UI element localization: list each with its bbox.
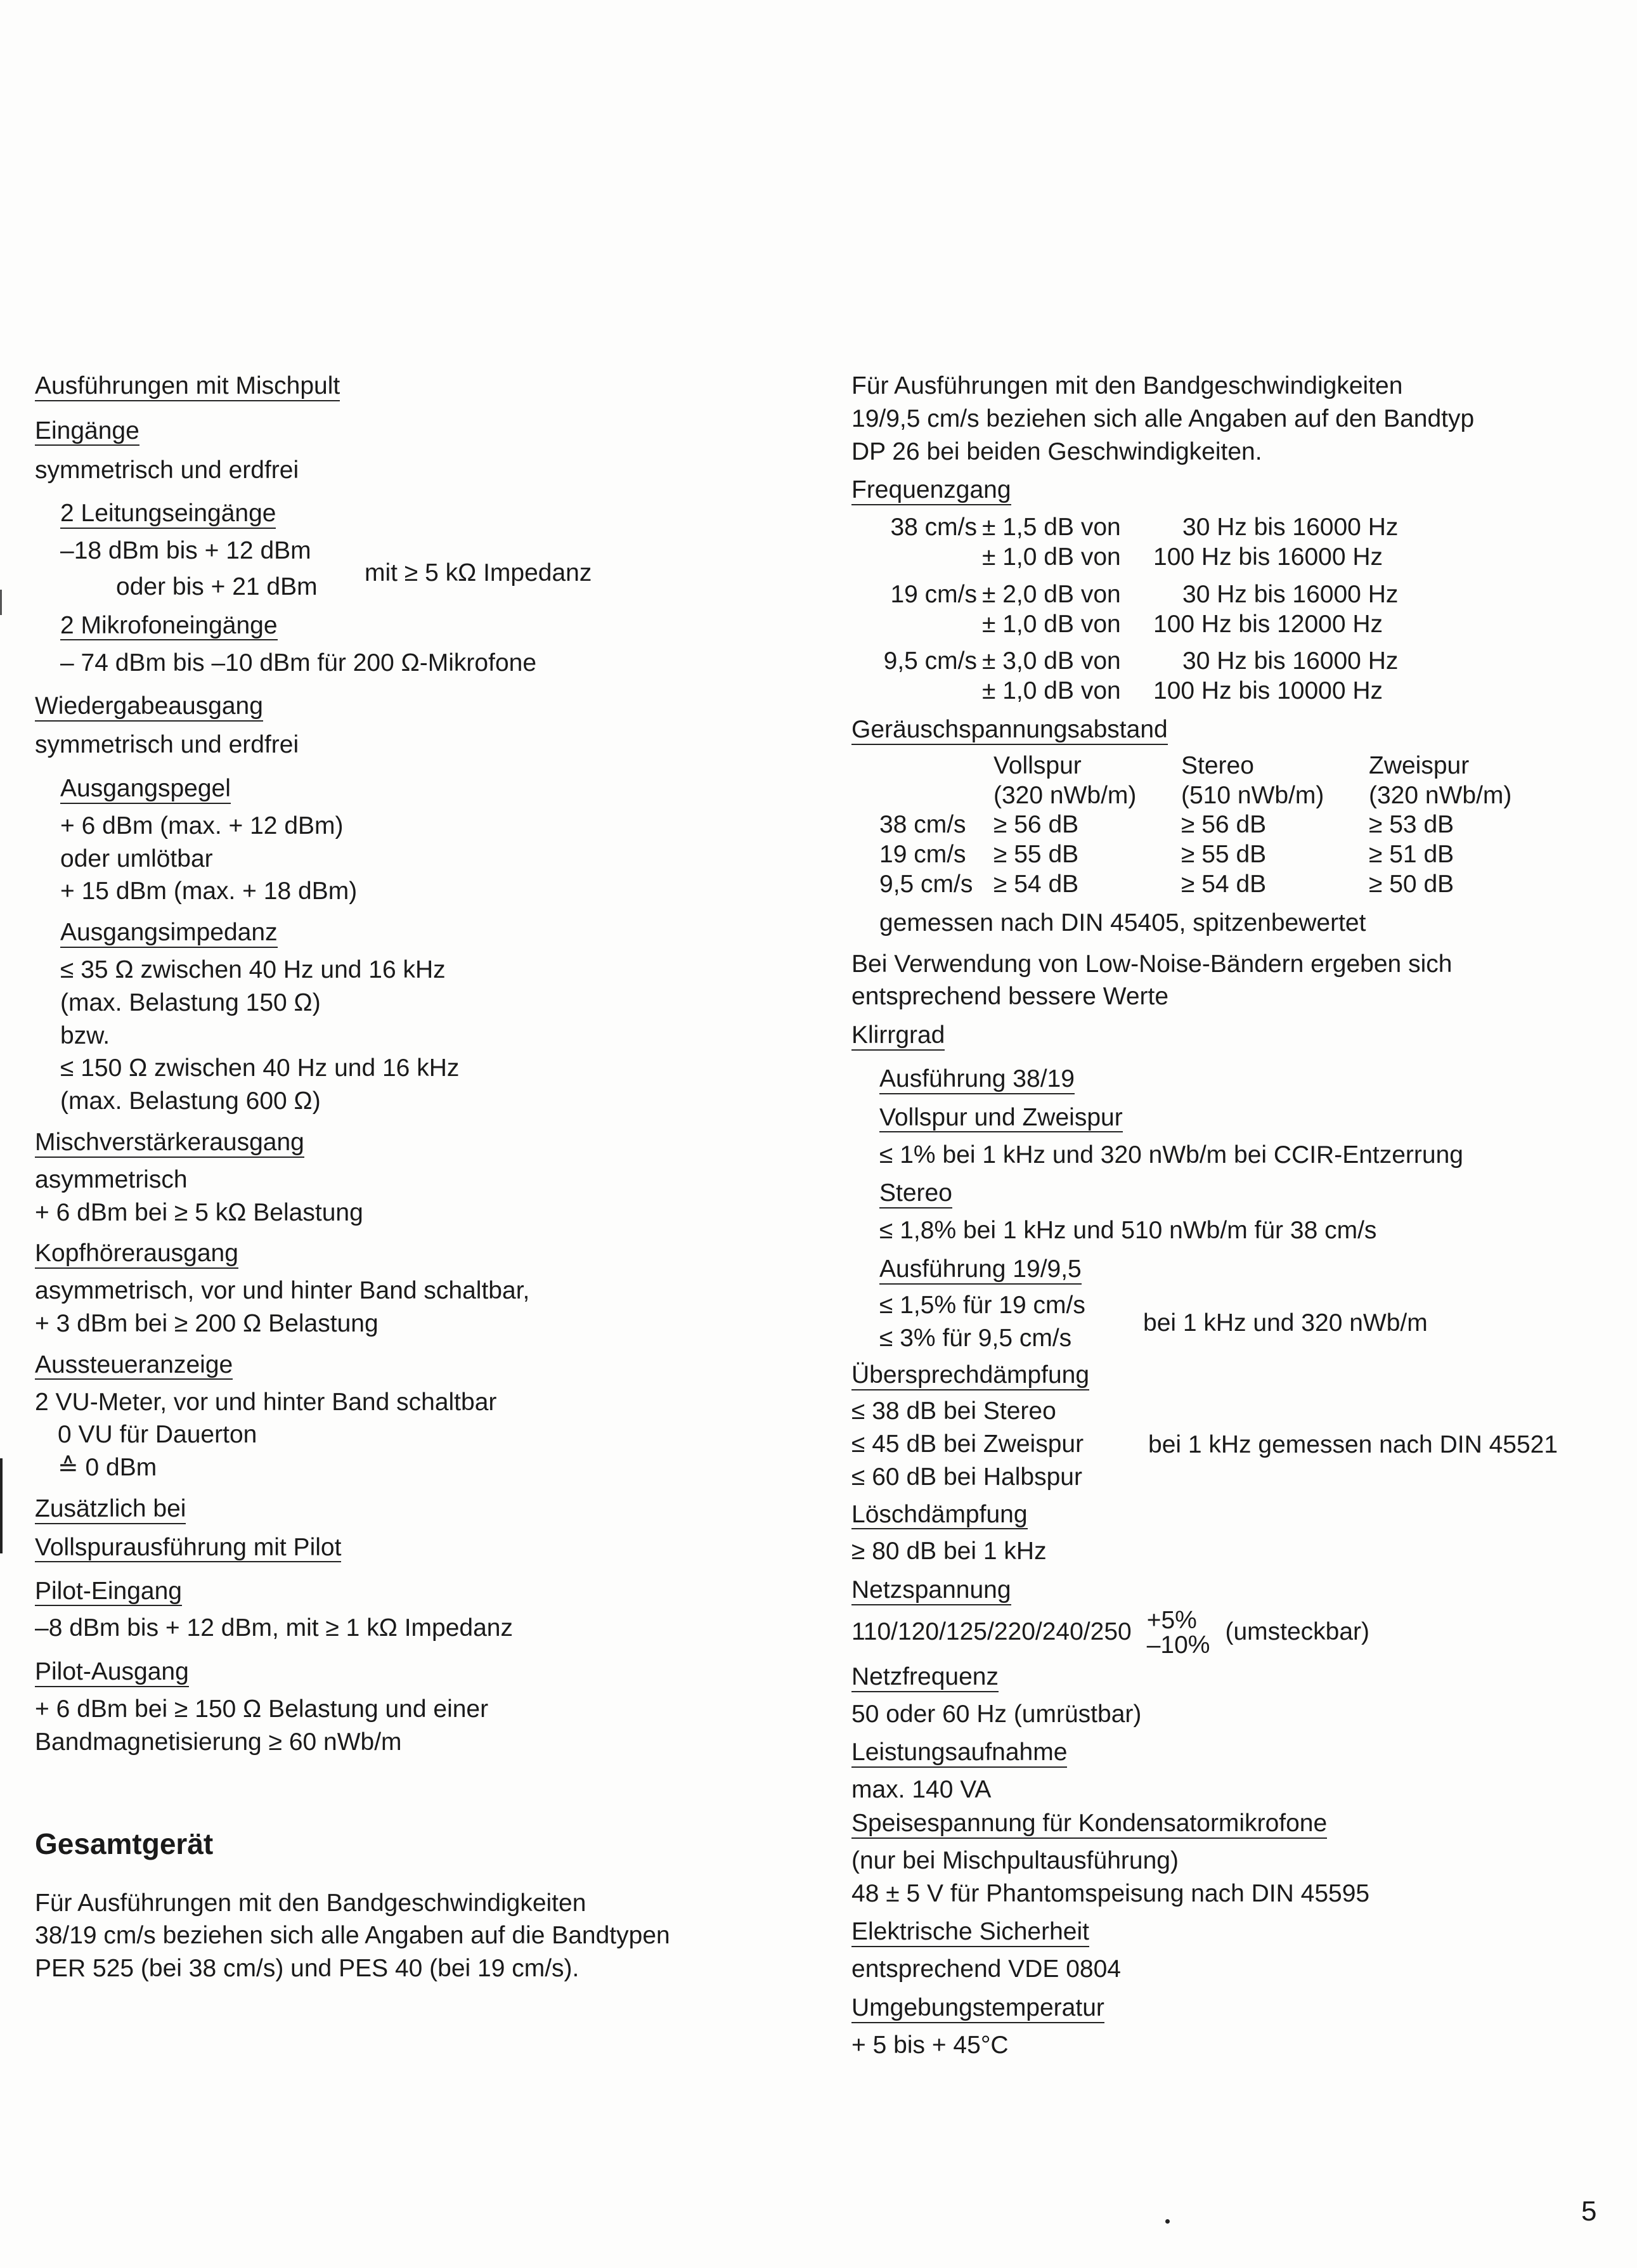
- geraeusch-value: ≥ 50 dB: [1369, 870, 1454, 898]
- geraeusch-speed: 9,5 cm/s: [879, 870, 973, 898]
- lownoise-line-2: entsprechend bessere Werte: [851, 983, 1169, 1011]
- frequenz-row: [874, 513, 1398, 543]
- klirr-title: Klirrgrad: [851, 1021, 945, 1051]
- misch-line-1: asymmetrisch: [35, 1165, 188, 1193]
- loesch-title: Löschdämpfung: [851, 1501, 1028, 1530]
- geraeusch-value: ≥ 51 dB: [1369, 841, 1454, 869]
- geraeusch-row: [879, 840, 1511, 870]
- gesamt-line-1: Für Ausführungen mit den Bandgeschwindigkeiten: [35, 1889, 586, 1917]
- klirr-vollspur-title: Vollspur und Zweispur: [879, 1104, 1123, 1133]
- leistung-line-1: max. 140 VA: [851, 1776, 992, 1804]
- mikro-line-1: – 74 dBm bis –10 dBm für 200 Ω-Mikrofone: [60, 649, 537, 677]
- gesamt-line-2: 38/19 cm/s beziehen sich alle Angaben auf die Bandtypen: [35, 1922, 670, 1950]
- zusatz-title-1: Zusätzlich bei: [35, 1495, 186, 1524]
- geraeusch-value: ≥ 53 dB: [1369, 811, 1454, 839]
- kopf-title: Kopfhörerausgang: [35, 1240, 238, 1269]
- geraeusch-row: [879, 810, 1511, 840]
- frequenz-range: 30 Hz bis 16000 Hz: [1182, 647, 1399, 675]
- gesamt-line-3: PER 525 (bei 38 cm/s) und PES 40 (bei 19 cm/s).: [35, 1955, 579, 1983]
- frequenz-row: [874, 639, 1398, 677]
- geraeusch-subheader-row: [879, 781, 1511, 811]
- frequenz-tolerance: ± 1,0 dB von: [982, 677, 1121, 705]
- left-column: [35, 372, 808, 1984]
- sicherheit-title: Elektrische Sicherheit: [851, 1918, 1089, 1947]
- pilot-eingang-title: Pilot-Eingang: [35, 1578, 182, 1607]
- netzspannung-tol-minus: –10%: [1146, 1631, 1210, 1659]
- frequenz-range: 100 Hz bis 10000 Hz: [1153, 677, 1383, 705]
- scan-mark: [0, 590, 2, 615]
- zusatz-title-2: Vollspurausführung mit Pilot: [35, 1534, 341, 1563]
- klirr-stereo-line: ≤ 1,8% bei 1 kHz und 510 nWb/m für 38 cm/s: [879, 1217, 1377, 1245]
- eingaenge-sub: symmetrisch und erdfrei: [35, 456, 299, 484]
- frequenz-tolerance: ± 1,5 dB von: [982, 514, 1121, 541]
- page-number: 5: [1581, 2196, 1597, 2227]
- sicherheit-line-1: entsprechend VDE 0804: [851, 1955, 1121, 1983]
- pilot-ausgang-title: Pilot-Ausgang: [35, 1658, 189, 1687]
- impedanz-line-2: (max. Belastung 150 Ω): [60, 988, 321, 1016]
- right-column: [851, 372, 1625, 2061]
- speise-line-1: (nur bei Mischpultausführung): [851, 1846, 1179, 1874]
- frequenz-speed: [874, 610, 982, 640]
- frequenz-row: [874, 677, 1398, 706]
- geraeusch-subheader: (510 nWb/m): [1181, 781, 1324, 809]
- frequenz-speed: 9,5 cm/s: [883, 647, 977, 675]
- frequenz-title: Frequenzgang: [851, 476, 1011, 505]
- umgebung-title: Umgebungstemperatur: [851, 1994, 1104, 2023]
- uebersprech-values: [851, 1397, 1625, 1492]
- aussteuer-title: Aussteueranzeige: [35, 1351, 233, 1380]
- intro-line-3: DP 26 bei beiden Geschwindigkeiten.: [851, 437, 1262, 465]
- leitung-line-1: –18 dBm bis + 12 dBm: [60, 537, 311, 565]
- leitung-title: 2 Leitungseingänge: [60, 500, 276, 529]
- netzspannung-values: [851, 1608, 1625, 1657]
- netzspannung-tol-plus: +5%: [1146, 1606, 1197, 1634]
- klirr-ausfuehrung-1-title: Ausführung 38/19: [879, 1065, 1075, 1094]
- frequenz-table: [874, 513, 1398, 706]
- geraeusch-value: ≥ 56 dB: [1181, 811, 1267, 839]
- klirr-ausfuehrung-2-line-1: ≤ 1,5% für 19 cm/s: [879, 1291, 1085, 1319]
- aussteuer-line-3: ≙ 0 dBm: [58, 1454, 157, 1482]
- frequenz-row: [874, 543, 1398, 573]
- geraeusch-value: ≥ 56 dB: [993, 811, 1079, 839]
- frequenz-tolerance: ± 1,0 dB von: [982, 543, 1121, 571]
- geraeusch-value: ≥ 54 dB: [993, 870, 1079, 898]
- intro-line-2: 19/9,5 cm/s beziehen sich alle Angaben auf den Bandtyp: [851, 405, 1475, 432]
- geraeusch-header: Zweispur: [1369, 751, 1470, 779]
- klirr-ausfuehrung-1-line: ≤ 1% bei 1 kHz und 320 nWb/m bei CCIR-Entzerrung: [879, 1141, 1463, 1169]
- pegel-line-3: + 15 dBm (max. + 18 dBm): [60, 878, 358, 905]
- misch-line-2: + 6 dBm bei ≥ 5 kΩ Belastung: [35, 1198, 363, 1226]
- pegel-title: Ausgangspegel: [60, 775, 231, 804]
- aussteuer-line-2: 0 VU für Dauerton: [58, 1421, 257, 1449]
- netzspannung-line: 110/120/125/220/240/250: [851, 1618, 1132, 1646]
- kopf-line-2: + 3 dBm bei ≥ 200 Ω Belastung: [35, 1309, 379, 1337]
- geraeusch-row: [879, 870, 1511, 900]
- uebersprech-line-1: ≤ 38 dB bei Stereo: [851, 1397, 1056, 1425]
- frequenz-row: [874, 610, 1398, 640]
- section-heading-mischpult: Ausführungen mit Mischpult: [35, 372, 340, 401]
- impedanz-line-3: bzw.: [60, 1021, 110, 1049]
- geraeusch-speed: 19 cm/s: [879, 841, 966, 869]
- leitung-values: [35, 536, 808, 602]
- frequenz-row: [874, 573, 1398, 610]
- frequenz-range: 100 Hz bis 16000 Hz: [1153, 543, 1383, 571]
- umgebung-line-1: + 5 bis + 45°C: [851, 2031, 1009, 2059]
- uebersprech-line-3: ≤ 60 dB bei Halbspur: [851, 1463, 1082, 1491]
- netzspannung-tolerance: [1147, 1608, 1210, 1657]
- impedanz-title: Ausgangsimpedanz: [60, 919, 278, 948]
- klirr-ausfuehrung-2-line-2: ≤ 3% für 9,5 cm/s: [879, 1324, 1072, 1352]
- gesamt-heading: Gesamtgerät: [35, 1827, 214, 1861]
- leitung-line-2: oder bis + 21 dBm: [116, 573, 318, 600]
- speise-line-2: 48 ± 5 V für Phantomspeisung nach DIN 45595: [851, 1879, 1370, 1907]
- geraeusch-header: Vollspur: [993, 751, 1082, 779]
- geraeusch-subheader: (320 nWb/m): [1369, 781, 1512, 809]
- pilot-ausgang-line-1: + 6 dBm bei ≥ 150 Ω Belastung und einer: [35, 1695, 489, 1723]
- geraeusch-speed: 38 cm/s: [879, 811, 966, 839]
- wiedergabe-title: Wiedergabeausgang: [35, 692, 263, 722]
- geraeusch-value: ≥ 55 dB: [993, 841, 1079, 869]
- frequenz-speed: 38 cm/s: [890, 514, 977, 541]
- aussteuer-line-1: 2 VU-Meter, vor und hinter Band schaltbar: [35, 1388, 497, 1416]
- geraeusch-value: ≥ 54 dB: [1181, 870, 1267, 898]
- pegel-line-2: oder umlötbar: [60, 845, 213, 872]
- uebersprech-line-2: ≤ 45 dB bei Zweispur: [851, 1430, 1084, 1458]
- klirr-stereo-title: Stereo: [879, 1179, 952, 1209]
- netzspannung-side: (umsteckbar): [1225, 1618, 1369, 1646]
- scan-mark: [1165, 2219, 1170, 2224]
- geraeusch-header: Stereo: [1181, 751, 1254, 779]
- eingaenge-title: Eingänge: [35, 417, 139, 446]
- frequenz-tolerance: ± 1,0 dB von: [982, 610, 1121, 638]
- pilot-eingang-line-1: –8 dBm bis + 12 dBm, mit ≥ 1 kΩ Impedanz: [35, 1614, 513, 1642]
- intro-line-1: Für Ausführungen mit den Bandgeschwindigkeiten: [851, 372, 1403, 399]
- geraeusch-header-row: [879, 751, 1511, 781]
- netzspannung-title: Netzspannung: [851, 1576, 1011, 1605]
- netzfrequenz-line-1: 50 oder 60 Hz (umrüstbar): [851, 1700, 1142, 1728]
- frequenz-speed: [874, 677, 982, 706]
- leitung-impedance: mit ≥ 5 kΩ Impedanz: [365, 559, 592, 586]
- frequenz-speed: [874, 543, 982, 573]
- frequenz-range: 30 Hz bis 16000 Hz: [1182, 580, 1399, 608]
- loesch-line-1: ≥ 80 dB bei 1 kHz: [851, 1538, 1047, 1565]
- frequenz-tolerance: ± 3,0 dB von: [982, 647, 1121, 675]
- geraeusch-value: ≥ 55 dB: [1181, 841, 1267, 869]
- netzfrequenz-title: Netzfrequenz: [851, 1663, 999, 1692]
- speise-title: Speisespannung für Kondensatormikrofone: [851, 1810, 1327, 1839]
- frequenz-range: 100 Hz bis 12000 Hz: [1153, 610, 1383, 638]
- pegel-line-1: + 6 dBm (max. + 12 dBm): [60, 812, 344, 839]
- uebersprech-side: bei 1 kHz gemessen nach DIN 45521: [1148, 1430, 1558, 1458]
- scan-mark: [0, 1458, 3, 1553]
- klirr-ausfuehrung-2-title: Ausführung 19/9,5: [879, 1255, 1082, 1285]
- klirr-ausfuehrung-2-side: bei 1 kHz und 320 nWb/m: [1143, 1309, 1428, 1337]
- lownoise-line-1: Bei Verwendung von Low-Noise-Bändern ergeben sich: [851, 950, 1453, 978]
- wiedergabe-sub: symmetrisch und erdfrei: [35, 731, 299, 759]
- frequenz-tolerance: ± 2,0 dB von: [982, 580, 1121, 608]
- impedanz-line-1: ≤ 35 Ω zwischen 40 Hz und 16 kHz: [60, 956, 446, 983]
- geraeusch-table: [879, 751, 1511, 900]
- impedanz-line-5: (max. Belastung 600 Ω): [60, 1087, 321, 1115]
- mikro-title: 2 Mikrofoneingänge: [60, 612, 278, 641]
- uebersprech-title: Übersprechdämpfung: [851, 1361, 1089, 1390]
- leistung-title: Leistungsaufnahme: [851, 1739, 1067, 1768]
- geraeusch-note: gemessen nach DIN 45405, spitzenbewertet: [879, 909, 1366, 936]
- klirr-ausfuehrung-2-values: [851, 1291, 1625, 1354]
- frequenz-speed: 19 cm/s: [890, 580, 977, 608]
- geraeusch-subheader: (320 nWb/m): [993, 781, 1137, 809]
- misch-title: Mischverstärkerausgang: [35, 1129, 304, 1158]
- pilot-ausgang-line-2: Bandmagnetisierung ≥ 60 nWb/m: [35, 1728, 402, 1756]
- frequenz-range: 30 Hz bis 16000 Hz: [1182, 514, 1399, 541]
- geraeusch-title: Geräuschspannungsabstand: [851, 716, 1168, 745]
- impedanz-line-4: ≤ 150 Ω zwischen 40 Hz und 16 kHz: [60, 1054, 460, 1082]
- kopf-line-1: asymmetrisch, vor und hinter Band schaltbar,: [35, 1277, 530, 1305]
